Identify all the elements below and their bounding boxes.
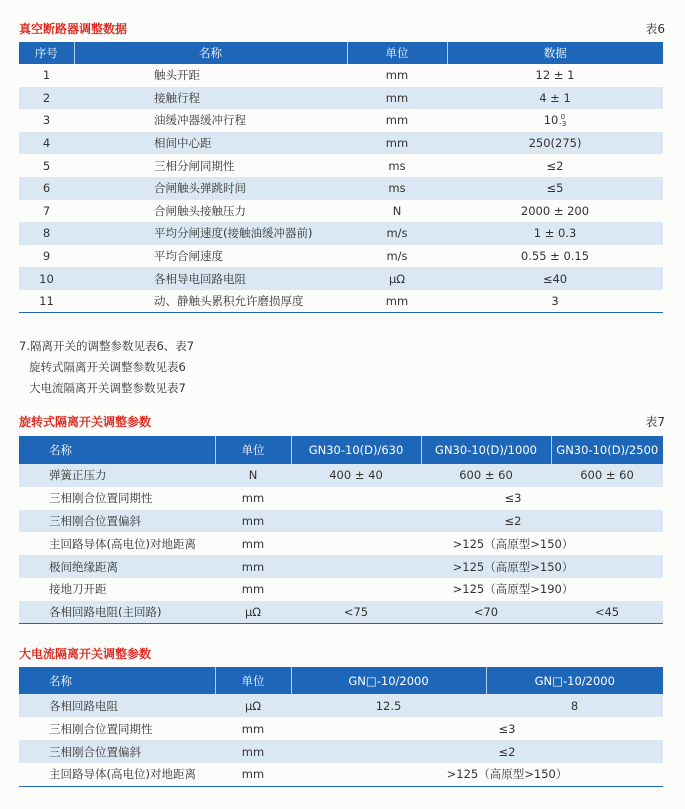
row-number: 2 (19, 87, 74, 110)
row-unit: mm (241, 536, 265, 551)
row-value-merged: ≤2 (291, 740, 663, 763)
header-name: 名称 (19, 667, 215, 694)
row-name: 三相刚合位置偏斜 (19, 510, 215, 533)
table7-title: 旋转式隔离开关调整参数 (19, 415, 152, 429)
row-value: 2000 ± 200 (520, 203, 590, 218)
row-value: 3 (447, 290, 663, 313)
tolerance-upper: 0 (560, 112, 566, 121)
row-unit: mm (241, 582, 265, 597)
header-unit: 单位 (215, 667, 291, 694)
row-unit: mm (241, 491, 265, 506)
table-row (19, 717, 663, 740)
row-name: 接地刀开距 (49, 582, 107, 597)
row-name: 相间中心距 (74, 132, 347, 155)
row-name: 主回路导体(高电位)对地距离 (19, 763, 215, 786)
row-unit: μΩ (347, 267, 447, 290)
row-unit: mm (215, 555, 291, 578)
row-value: 4 ± 1 (447, 87, 663, 110)
row-value-merged: >125（高原型>150） (291, 555, 663, 578)
table-row (19, 109, 663, 132)
row-value: 8 (486, 694, 663, 717)
table-row (19, 694, 663, 717)
table7-tag: 表7 (645, 415, 665, 429)
row-name: 三相刚合位置偏斜 (19, 740, 215, 763)
row-name: 油缓冲器缓冲行程 (154, 113, 246, 128)
table-row (19, 87, 663, 110)
row-unit: mm (215, 740, 291, 763)
row-unit: mm (215, 763, 291, 786)
row-number: 1 (42, 68, 51, 83)
table6-tag: 表6 (645, 22, 665, 36)
row-name: 三相分闸同期性 (154, 158, 235, 173)
row-number: 9 (42, 249, 51, 264)
row-unit: N (215, 464, 291, 487)
row-name: 动、静触头累积允许磨损厚度 (74, 290, 347, 313)
value-main: 10 (543, 113, 559, 128)
row-value: 0.55 ± 0.15 (520, 249, 590, 264)
header-unit: 单位 (347, 42, 447, 64)
row-unit: μΩ (215, 601, 291, 624)
row-unit: N (392, 203, 402, 218)
header-no: 序号 (19, 42, 74, 64)
table-row (19, 222, 663, 245)
row-number: 7 (42, 203, 51, 218)
rotary-disconnector-table (19, 436, 663, 624)
row-value: <45 (551, 601, 663, 624)
header-unit: 单位 (215, 436, 291, 464)
row-unit: mm (347, 132, 447, 155)
row-value: 250(275) (447, 132, 663, 155)
row-unit: mm (241, 721, 265, 736)
row-unit: mm (347, 290, 447, 313)
row-value-merged: >125（高原型>190） (452, 582, 574, 597)
header-data: 数据 (447, 42, 663, 64)
row-value-merged: ≤3 (504, 491, 522, 506)
row-name: 三相刚合位置同期性 (49, 491, 153, 506)
note-line-2: 旋转式隔离开关调整参数见表6 (29, 360, 186, 374)
note-line-1: 7.隔离开关的调整参数见表6、表7 (19, 339, 195, 353)
table-row (19, 578, 663, 601)
row-value: ≤5 (447, 177, 663, 200)
vacuum-breaker-table (19, 42, 663, 313)
tolerance (559, 114, 566, 128)
header-model-a: GN□-10/2000 (291, 667, 486, 694)
row-name: 合闸触头接触压力 (154, 203, 246, 218)
header-model-630: GN30-10(D)/630 (291, 436, 421, 464)
row-name: 各相回路电阻(主回路) (19, 601, 215, 624)
table-row (19, 267, 663, 290)
row-value-merged: ≤2 (291, 510, 663, 533)
row-number: 3 (42, 113, 51, 128)
row-value (447, 109, 663, 132)
row-value: 1 ± 0.3 (447, 222, 663, 245)
row-name: 触头开距 (154, 68, 200, 83)
table-row (19, 177, 663, 200)
row-unit: mm (347, 87, 447, 110)
row-unit: ms (347, 177, 447, 200)
row-value-merged: >125（高原型>150） (452, 536, 574, 551)
row-number: 11 (19, 290, 74, 313)
row-unit: mm (385, 113, 409, 128)
table6-title: 真空断路器调整数据 (19, 22, 128, 36)
row-value: 400 ± 40 (291, 464, 421, 487)
header-model-2500: GN30-10(D)/2500 (551, 436, 663, 464)
row-name: 三相刚合位置同期性 (49, 721, 153, 736)
row-number: 5 (42, 158, 51, 173)
row-unit: μΩ (215, 694, 291, 717)
row-name: 极间绝缘距离 (19, 555, 215, 578)
row-number: 10 (19, 267, 74, 290)
notes (19, 336, 194, 399)
row-value: 12.5 (291, 694, 486, 717)
row-name: 接触行程 (74, 87, 347, 110)
table-row (19, 290, 663, 313)
row-name: 平均合闸速度 (154, 249, 223, 264)
header-model-b: GN□-10/2000 (486, 667, 663, 694)
table-row (19, 763, 663, 786)
table-row (19, 200, 663, 223)
tolerance-lower: -3 (559, 119, 567, 128)
table-row (19, 740, 663, 763)
row-name: 主回路导体(高电位)对地距离 (49, 536, 196, 551)
row-number: 4 (19, 132, 74, 155)
row-unit: mm (385, 68, 409, 83)
row-name: 合闸触头弹跳时间 (74, 177, 347, 200)
table-row (19, 532, 663, 555)
row-unit: m/s (347, 222, 447, 245)
high-current-disconnector-table (19, 667, 663, 787)
table-row (19, 555, 663, 578)
header-name: 名称 (19, 436, 215, 464)
row-value: ≤2 (546, 158, 564, 173)
row-unit: m/s (386, 249, 408, 264)
row-value: <75 (291, 601, 421, 624)
row-unit: ms (388, 158, 406, 173)
row-name: 弹簧正压力 (19, 464, 215, 487)
table-row (19, 464, 663, 487)
row-value: <70 (421, 601, 551, 624)
row-name: 平均分闸速度(接触油缓冲器前) (74, 222, 347, 245)
note-line-3: 大电流隔离开关调整参数见表7 (29, 381, 186, 395)
row-value-merged: ≤3 (498, 721, 516, 736)
row-unit: mm (215, 510, 291, 533)
row-name: 各相导电回路电阻 (74, 267, 347, 290)
row-value: 12 ± 1 (535, 68, 575, 83)
row-value: ≤40 (447, 267, 663, 290)
row-value: 600 ± 60 (551, 464, 663, 487)
table-row (19, 132, 663, 155)
row-value-merged: >125（高原型>150） (291, 763, 663, 786)
table-row (19, 245, 663, 268)
row-number: 6 (19, 177, 74, 200)
header-model-1000: GN30-10(D)/1000 (421, 436, 551, 464)
row-name: 各相回路电阻 (19, 694, 215, 717)
table-row (19, 64, 663, 87)
table-row (19, 487, 663, 510)
row-number: 8 (19, 222, 74, 245)
header-name: 名称 (74, 42, 347, 64)
table-row (19, 601, 663, 624)
table-row (19, 154, 663, 177)
table-row (19, 510, 663, 533)
row-value: 600 ± 60 (421, 464, 551, 487)
table8-title: 大电流隔离开关调整参数 (19, 647, 152, 661)
